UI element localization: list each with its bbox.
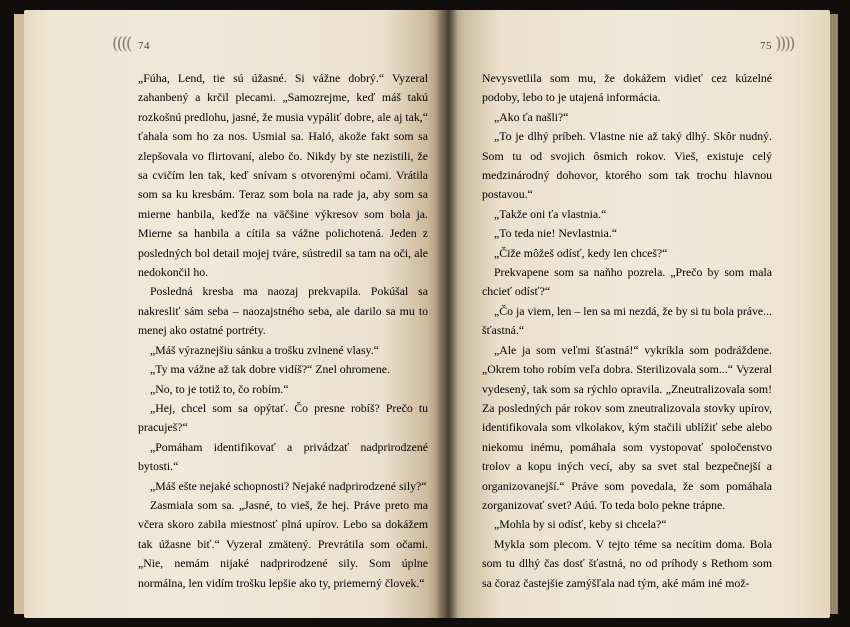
paragraph: „To je dlhý príbeh. Vlastne nie až taký dlhý. Skôr nudný. Som tu od svojich ôsmich rokov. Vieš, existuje celý medzinárodný dohovor, ktorého som tak trochu hlavnou postavou.“ xyxy=(482,129,772,202)
right-page-text xyxy=(482,69,772,593)
paragraph: „Ale ja som veľmi šťastná!“ vykríkla som podráždene. „Okrem toho robím veľa dobra. Sterilizovala som...“ Vyzeral vydesený, tak som sa rýchlo opravila. „Zneutralizovala som! Za posledných pár rokov som zneutralizovala stovky upírov, identifikovala som vlkolakov, kým stačili ublížiť sebe alebo niekomu inému, pomáhala som vystopovať spoločenstvo trolov a kopu iných vecí, aby sa svet stal bezpečnejší a organizovanejší.“ Práve som povedala, že som pomáhala zorganizovať svet? Aúú. To teda bolo pekne trápne. xyxy=(482,342,772,512)
paragraph: „No, to je totiž to, čo robím.“ xyxy=(150,381,289,396)
paragraph: Mykla som plecom. V tejto téme sa necítim doma. Bola som tu dlhý čas dosť šťastná, no od príhody s Rethom som sa čoraz častejšie zamýšľala nad tým, aké mám iné mož- xyxy=(482,536,772,590)
book-spine xyxy=(436,10,458,618)
right-page-number: 75 xyxy=(760,40,772,52)
paragraph: „Ako ťa našli?“ xyxy=(494,109,569,124)
paragraph: „Máš výraznejšiu sánku a trošku zvlnené vlasy.“ xyxy=(150,342,379,357)
left-page-number: 74 xyxy=(138,40,150,52)
paragraph: „Hej, chcel som sa opýtať. Čo presne robíš? Prečo tu pracuješ?“ xyxy=(138,400,428,435)
paragraph: „To teda nie! Nevlastnia.“ xyxy=(494,226,617,241)
paragraph: Prekvapene som sa naňho pozrela. „Prečo by som mala chcieť odísť?“ xyxy=(482,265,772,299)
left-header-ornament: (((( xyxy=(112,34,131,54)
paragraph: Zasmiala som sa. „Jasné, to vieš, že hej. Práve preto ma včera skoro zabila miestnosť plná upírov. Lebo sa dokážem tak úžasne biť.“ Vyzeral zmätený. Prevrátila som očami. „Nie, nemám nijaké nadprirodzené sily. Som úplne normálna, len vidím trošku lepšie ako ty, priemerný človek.“ xyxy=(138,497,428,590)
left-page-text xyxy=(138,69,428,593)
paragraph: „Mohla by si odísť, keby si chcela?“ xyxy=(494,517,667,532)
paragraph: Posledná kresba ma naozaj prekvapila. Pokúšal sa nakresliť sám seba – naozajstného seba, ale darilo sa mu to menej ako ostatné portréty. xyxy=(138,284,428,338)
paragraph: „Čiže môžeš odísť, kedy len chceš?“ xyxy=(494,245,668,260)
right-header-ornament: )))) xyxy=(775,34,794,54)
paragraph: „Pomáham identifikovať a privádzať nadprirodzené bytosti.“ xyxy=(138,439,428,474)
paragraph: „Fúha, Lend, tie sú úžasné. Si vážne dobrý.“ Vyzeral zahanbený a krčil plecami. „Samozrejme, keď máš takú rozkošnú predlohu, jasné, že musia vypáliť dobre, ale aj tak,“ ťahala som ho za nos. Usmial sa. Haló, akože fakt som sa zlepšovala vo flirtovaní, alebo čo. Nikdy by ste nezistili, že sa cvičím len tak, keď snívam s otvorenými očami. Vrátila som sa ku kresbám. Teraz som bola na rade ja, aby som sa mierne hanbila, keďže na väčšine výkresov som bola ja. Mierne sa hanbila a cítila sa vážne polichotená. Jeden z posledných bol detail mojej tváre, sústredil sa tam na oči, ale nedokončil ho. xyxy=(138,71,428,280)
paragraph: Nevysvetlila som mu, že dokážem vidieť cez kúzelné podoby, lebo to je utajená informácia. xyxy=(482,71,772,105)
paragraph: „Máš ešte nejaké schopnosti? Nejaké nadprirodzené sily?“ xyxy=(150,478,427,493)
paragraph: „Čo ja viem, len – len sa mi nezdá, že by si tu bola práve... šťastná.“ xyxy=(482,303,772,338)
paragraph: „Takže oni ťa vlastnia.“ xyxy=(494,206,607,221)
paragraph: „Ty ma vážne až tak dobre vidíš?“ Znel ohromene. xyxy=(150,362,390,377)
